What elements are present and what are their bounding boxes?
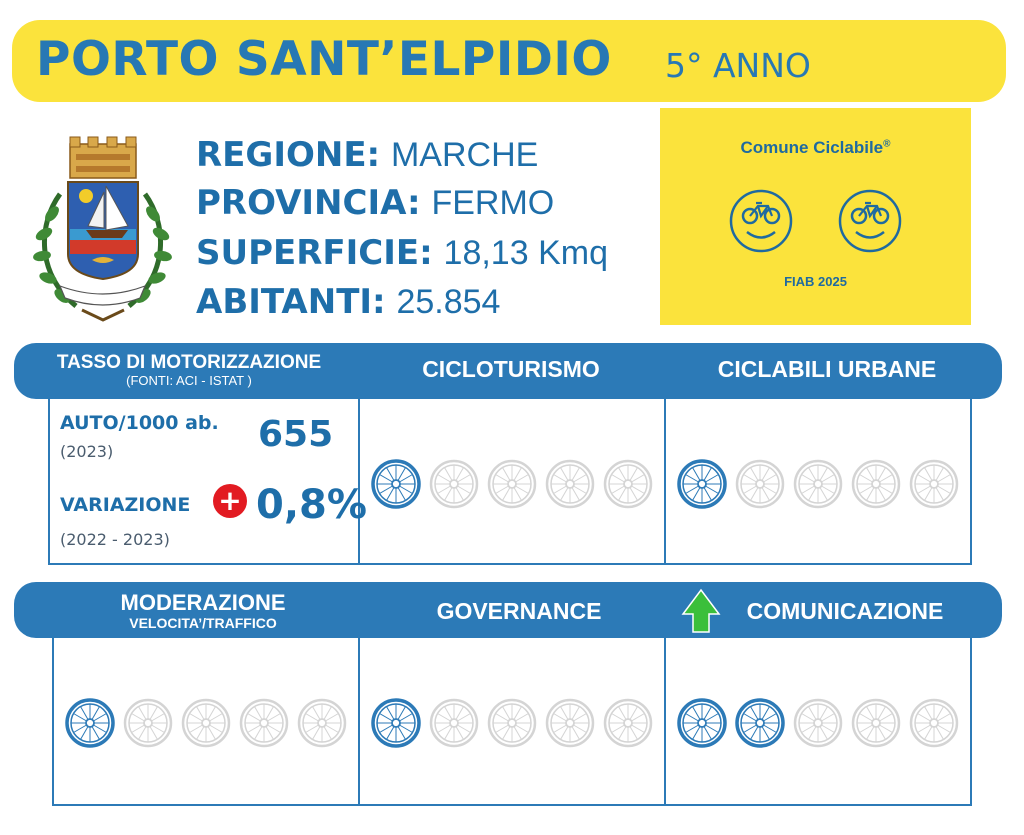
auto-value: 655 [258,414,334,455]
abitanti-value: 25.854 [396,283,501,321]
wheel-icon-filled [370,697,422,749]
comunicazione-rating [676,697,960,749]
badge-title: Comune Ciclabile® [740,138,891,157]
wheel-icon-empty [238,697,290,749]
wheel-icon-empty [602,697,654,749]
moderazione-rating [64,697,348,749]
wheel-icon-filled [370,458,422,510]
info-superficie [196,231,608,275]
arrow-up-icon [681,588,721,634]
wheel-icon-empty [122,697,174,749]
wheel-icon-empty [428,458,480,510]
info-regione [196,133,538,177]
wheel-icon-empty [734,458,786,510]
edition-year: 5° ANNO [665,46,811,85]
provincia-value: FERMO [431,184,555,222]
wheel-icon-empty [544,458,596,510]
abitanti-key: ABITANTI: [196,282,386,322]
motorizzazione-sources: (FONTI: ACI - ISTAT ) [126,373,252,388]
coat-of-arms-icon [30,134,175,326]
wheel-icon-empty [792,697,844,749]
moderazione-header [48,590,358,631]
motorizzazione-title: TASSO DI MOTORIZZAZIONE [56,352,322,373]
regione-value: MARCHE [390,136,539,174]
wheel-icon-empty [850,697,902,749]
wheel-icon-empty [908,458,960,510]
wheel-icon-filled [676,458,728,510]
wheel-icon-empty [544,697,596,749]
wheel-icon-empty [296,697,348,749]
auto-label: AUTO/1000 ab. [60,412,219,434]
wheel-icon-empty [486,697,538,749]
variazione-value: 0,8% [256,482,367,528]
wheel-icon-empty [850,458,902,510]
wheel-icon-empty [486,458,538,510]
wheel-icon-empty [908,697,960,749]
ciclabili-urbane-rating [676,458,960,510]
wheel-icon-empty [180,697,232,749]
info-abitanti [196,280,500,324]
regione-key: REGIONE: [196,135,381,175]
wheel-icon-filled [676,697,728,749]
wheel-icon-filled [64,697,116,749]
moderazione-subtitle: VELOCITA’/TRAFFICO [129,615,277,631]
governance-header: GOVERNANCE [436,598,602,624]
city-name: PORTO SANT’ELPIDIO [36,32,612,87]
comune-ciclabile-badge [660,108,971,325]
plus-icon: + [213,484,247,518]
comunicazione-header: COMUNICAZIONE [746,598,944,624]
ciclabili-urbane-header: CICLABILI URBANE [717,356,937,382]
badge-footer: FIAB 2025 [784,274,847,289]
wheel-icon-empty [602,458,654,510]
superficie-value: 18,13 Kmq [443,234,608,272]
motorizzazione-header [14,352,364,388]
governance-rating [370,697,654,749]
cicloturismo-rating [370,458,654,510]
moderazione-title: MODERAZIONE [120,590,286,615]
auto-year: (2023) [60,442,114,461]
variazione-label: VARIAZIONE [60,494,191,516]
variazione-years: (2022 - 2023) [60,530,170,549]
bike-smile-icon [837,188,903,254]
info-provincia [196,181,554,225]
bike-smile-icon [728,188,794,254]
provincia-key: PROVINCIA: [196,183,421,223]
superficie-key: SUPERFICIE: [196,233,433,273]
wheel-icon-empty [792,458,844,510]
cicloturismo-header: CICLOTURISMO [422,356,600,382]
wheel-icon-empty [428,697,480,749]
wheel-icon-filled [734,697,786,749]
